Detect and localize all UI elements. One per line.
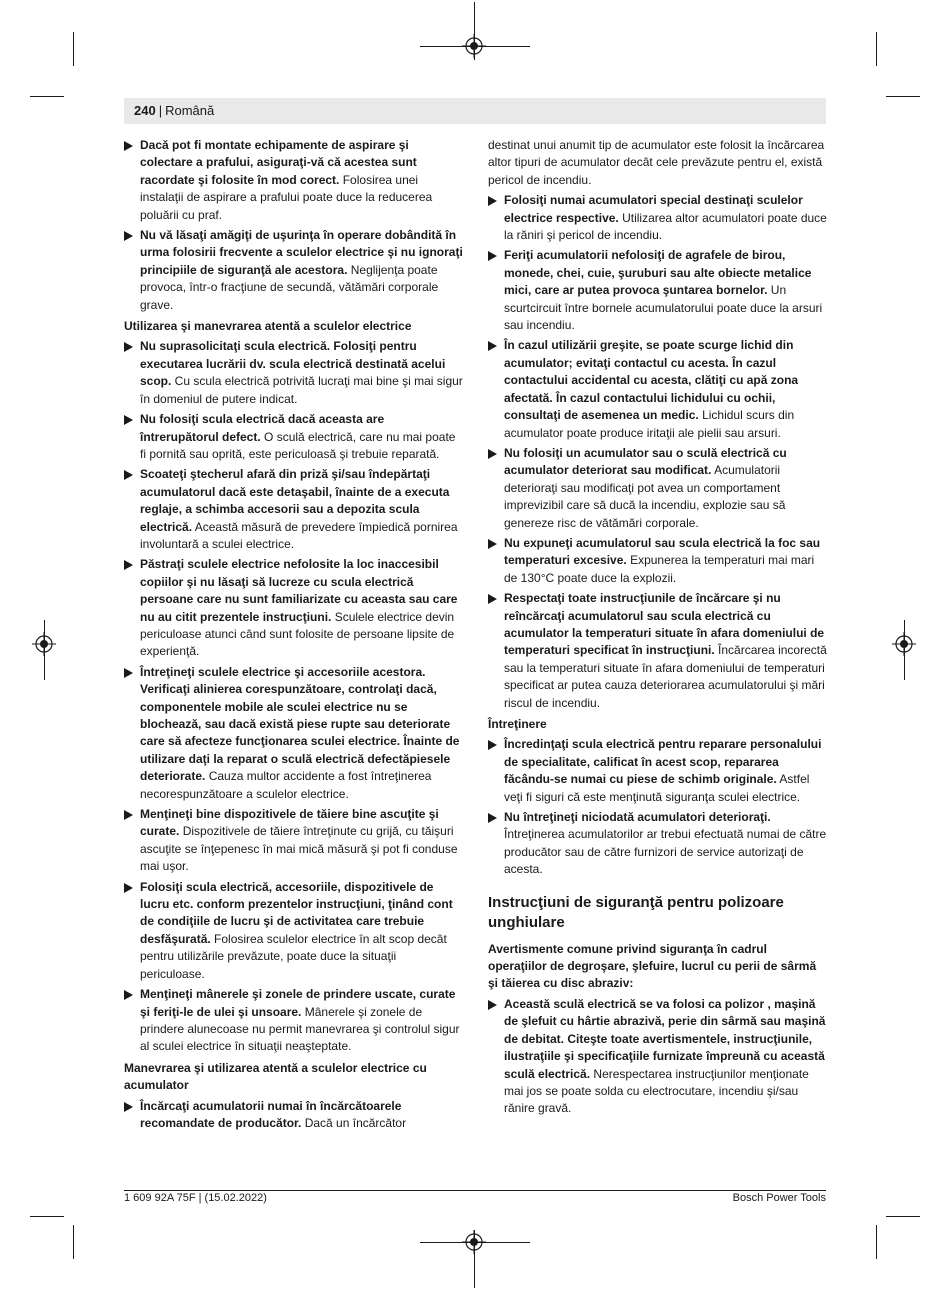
safety-list-item <box>124 137 463 224</box>
safety-list-item <box>488 996 828 1118</box>
registration-mark-icon <box>462 1230 486 1254</box>
safety-list-item <box>124 1098 463 1133</box>
footer-rule <box>124 1190 826 1191</box>
paragraph: destinat unui anumit tip de acumulator este folosit la încărcarea altor tipuri de acumulator decât cele prevăzute pentru el, există pericol de incendiu. <box>488 138 825 187</box>
crop-mark <box>886 96 920 97</box>
safety-list-item <box>124 466 463 553</box>
item-body-text: Nerespectarea instrucţiunilor menţionate mai jos se poate solda cu electrocutare, incendiu şi/sau rănire gravă. <box>504 1066 809 1116</box>
left-column <box>124 137 463 1135</box>
safety-list-item <box>124 338 463 408</box>
bullet-triangle-icon <box>124 141 133 151</box>
item-bold-text: Dacă pot fi montate echipamente de aspirare şi colectare a prafului, asiguraţi-vă că acestea sunt racordate şi folosite în mod corect. <box>140 138 417 187</box>
item-bold-text: Folosiţi numai acumulatori special destinaţi sculelor electrice respective. <box>504 193 803 225</box>
safety-list-item <box>124 806 463 876</box>
subsection-heading: Manevrarea şi utilizarea atentă a sculelor electrice cu acumulator <box>124 1060 427 1093</box>
item-bold-text: Menţineţi bine dispozitivele de tăiere bine ascuţite şi curate. <box>140 807 439 839</box>
crop-mark <box>30 1216 64 1217</box>
registration-mark-icon <box>892 632 916 656</box>
safety-list-item <box>124 879 463 983</box>
page-header-bar <box>124 98 826 124</box>
bullet-triangle-icon <box>488 196 497 206</box>
subsection-heading: Utilizarea şi manevrarea atentă a sculelor electrice <box>124 319 412 334</box>
safety-list-item <box>124 664 463 803</box>
item-bold-text: Menţineţi mânerele şi zonele de prindere uscate, curate şi feriţi-le de ulei şi unsoare. <box>140 987 456 1019</box>
subsection-heading: Întreţinere <box>488 717 547 731</box>
item-bold-text: În cazul utilizării greşite, se poate scurge lichid din acumulator; evitaţi contactul cu acesta. În cazul contactului accidental cu acesta, clătiţi cu apă zona afectată. În cazul contactului lichidului cu ochii, consultaţi de asemenea un medic. <box>504 338 799 423</box>
bullet-triangle-icon <box>124 415 133 425</box>
item-bold-text: Nu folosiţi scula electrică dacă aceasta are întrerupătorul defect. <box>140 412 385 444</box>
bullet-triangle-icon <box>488 251 497 261</box>
page-language: Română <box>165 103 215 118</box>
item-body-text: Acumulatorii deterioraţi sau modificaţi pot avea un comportament imprevizibil care să ducă la incendiu, explozie sau să genereze risc de vătămări corporale. <box>504 463 786 530</box>
bullet-triangle-icon <box>124 990 133 1000</box>
crop-mark <box>876 32 877 66</box>
crop-mark <box>886 1216 920 1217</box>
item-body-text: Expunerea la temperaturi mai mari de 130°C poate duce la explozii. <box>504 553 815 585</box>
bullet-triangle-icon <box>488 539 497 549</box>
bullet-triangle-icon <box>488 1000 497 1010</box>
bullet-triangle-icon <box>488 341 497 351</box>
item-bold-text: Întreţineţi sculele electrice şi accesoriile acestora. Verificaţi alinierea corespunzătoare, controlaţi dacă, componentele mobile ale sculei electrice nu se blochează, sau dacă există piese rupte sau deteriorate care să afecteze funcţionarea sculei electrice. Înainte de utilizare daţi la reparat o sculă electrică defectăpiesele deteriorate. <box>140 664 460 784</box>
item-body-text: Cauza multor accidente a fost întreţinerea necorespunzătoare a sculelor electrice. <box>140 769 432 801</box>
item-bold-text: Această sculă electrică se va folosi ca polizor , maşină de şlefuit cu hârtie abrazivă, perie din sârmă sau maşină de debitat. Citeşte toate avertismentele, instrucţiunile, ilustraţiile şi specificaţiile furnizate împreună cu această sculă electrică. <box>504 996 826 1081</box>
safety-list-item <box>488 535 828 587</box>
safety-list-item <box>124 556 463 660</box>
crop-mark <box>73 1225 74 1259</box>
bullet-triangle-icon <box>124 342 133 352</box>
item-body-text: Cu scula electrică potrivită lucraţi mai bine şi mai sigur în domeniul de putere indicat. <box>140 374 463 406</box>
item-bold-text: Nu vă lăsaţi amăgiţi de uşurinţa în operare dobândită în urma folosirii frecvente a sculelor electrice şi nu ignoraţi principiile de siguranţă ale acestora. <box>140 228 463 277</box>
item-body-text: Întreţinerea acumulatorilor ar trebui efectuată numai de către producător sau de către furnizori de service autorizaţi de acesta. <box>504 827 827 877</box>
item-body-text: Mânerele şi zonele de prindere alunecoase nu permit manevrarea şi controlul sigur al sculei electrice în situaţii neaşteptate. <box>140 1004 460 1054</box>
crop-mark <box>30 96 64 97</box>
bullet-triangle-icon <box>488 813 497 823</box>
safety-list-item <box>124 227 463 314</box>
item-body-text: Încărcarea incorectă sau la temperaturi situate în afara domeniului de temperaturi specificat ar putea cauza deteriorarea acumulatorului şi mări riscul de incendiu. <box>504 643 827 710</box>
safety-list-item <box>124 411 463 463</box>
safety-list-item <box>488 247 828 334</box>
header-separator: | <box>158 103 163 118</box>
item-body-text: Sculele electrice devin periculoase atunci când sunt folosite de persoane lipsite de experienţă. <box>140 609 455 659</box>
item-bold-text: Folosiţi scula electrică, accesoriile, dispozitivele de lucru etc. conform prezentelor instrucţiuni, ţinând cont de condiţiile de lucru şi de activitatea care trebuie desfăşurată. <box>140 879 453 946</box>
bullet-triangle-icon <box>124 668 133 678</box>
bullet-triangle-icon <box>488 594 497 604</box>
item-body-text: Dacă un încărcător <box>301 1115 407 1130</box>
item-bold-text: Scoateţi ştecherul afară din priză şi/sau îndepărtaţi acumulatorul dacă este detaşabil, înainte de a executa reglaje, a schimba accesorii sau a depozita scula electrică. <box>140 467 450 534</box>
item-bold-text: Respectaţi toate instrucţiunile de încărcare şi nu reîncărcaţi acumulatorul sau scula electrică cu acumulator la temperaturi situate în afara domeniului de temperaturi specificat în instrucţiuni. <box>504 591 825 658</box>
safety-list-item <box>488 590 828 712</box>
item-bold-text: Nu întreţineţi niciodată acumulatori deterioraţi. <box>504 810 771 825</box>
item-bold-text: Nu suprasolicitaţi scula electrică. Folosiţi pentru executarea lucrării dv. scula electrică destinată acelui scop. <box>140 339 446 389</box>
safety-list-item <box>488 337 828 441</box>
safety-list-item <box>124 986 463 1056</box>
bullet-triangle-icon <box>124 1102 133 1112</box>
safety-list-item <box>488 192 828 244</box>
bullet-triangle-icon <box>124 560 133 570</box>
item-body-text: Folosirea unei instalaţii de aspirare a prafului poate duce la reducerea poluării cu praf. <box>140 172 433 222</box>
item-bold-text: Nu expuneţi acumulatorul sau scula electrică la foc sau temperaturi excesive. <box>504 535 821 568</box>
item-body-text: O sculă electrică, care nu mai poate fi pornită sau oprită, este periculoasă şi trebuie reparată. <box>140 429 456 461</box>
item-body-text: Folosirea sculelor electrice în alt scop decât pentru utilizările prevăzute, poate duce la situaţii periculoase. <box>140 931 447 981</box>
item-body-text: Dispozitivele de tăiere întreţinute cu grijă, cu tăişuri ascuţite se înţepenesc în mai mică măsură şi pot fi conduse mai uşor. <box>140 824 458 874</box>
bullet-triangle-icon <box>124 883 133 893</box>
bullet-triangle-icon <box>124 231 133 241</box>
bullet-triangle-icon <box>124 810 133 820</box>
bullet-triangle-icon <box>488 449 497 459</box>
safety-list-item <box>488 445 828 532</box>
item-bold-text: Încărcaţi acumulatorii numai în încărcătoarele recomandate de producător. <box>140 1098 402 1130</box>
bullet-triangle-icon <box>124 470 133 480</box>
item-bold-text: Feriţi acumulatorii nefolosiţi de agrafele de birou, monede, chei, cuie, şuruburi sau alte obiecte metalice mici, care ar putea provoca şuntarea bornelor. <box>504 248 812 298</box>
safety-list-item <box>488 809 828 879</box>
footer-brand: Bosch Power Tools <box>732 1192 826 1204</box>
crop-mark <box>73 32 74 66</box>
item-body-text: Un scurtcircuit între bornele acumulatorului poate duce la arsuri sau incendiu. <box>504 283 823 333</box>
safety-list-item <box>488 736 828 806</box>
registration-mark-icon <box>32 632 56 656</box>
item-body-text: Astfel veţi fi siguri că este menţinută siguranţa sculei electrice. <box>504 772 810 804</box>
section-heading: Instrucţiuni de siguranţă pentru polizoare unghiulare <box>488 893 784 931</box>
item-bold-text: Păstraţi sculele electrice nefolosite la loc inaccesibil copiilor şi nu lăsaţi să lucreze cu scula electrică persoane care nu sunt familiarizate cu aceasta sau care nu au citit prezentele instrucţiuni. <box>140 557 458 624</box>
item-body-text: Această măsură de prevedere împiedică pornirea involuntară a sculei electrice. <box>140 519 458 551</box>
page-header <box>134 103 214 118</box>
registration-mark-icon <box>462 34 486 58</box>
footer-document-id: 1 609 92A 75F | (15.02.2022) <box>124 1192 267 1204</box>
item-bold-text: Încredinţaţi scula electrică pentru reparare personalului de specialitate, calificat în acest scop, repararea făcându-se numai cu piese de schimb originale. <box>504 737 822 787</box>
item-body-text: Neglijenţa poate provoca, într-o fracţiune de secundă, vătămări corporale grave. <box>140 262 439 312</box>
item-body-text: Lichidul scurs din acumulator poate produce iritaţii ale pielii sau arsuri. <box>504 408 795 440</box>
crop-mark <box>876 1225 877 1259</box>
item-bold-text: Nu folosiţi un acumulator sau o sculă electrică cu acumulator deteriorat sau modificat. <box>504 445 787 478</box>
subsection-heading: Avertismente comune privind siguranţa în cadrul operaţiilor de degroşare, şlefuire, lucrul cu perii de sârmă şi tăierea cu disc abraziv: <box>488 941 817 991</box>
item-body-text: Utilizarea altor acumulatori poate duce la răniri şi pericol de incendiu. <box>504 210 827 243</box>
page-number: 240 <box>134 103 156 118</box>
right-column <box>488 137 828 1121</box>
bullet-triangle-icon <box>488 740 497 750</box>
